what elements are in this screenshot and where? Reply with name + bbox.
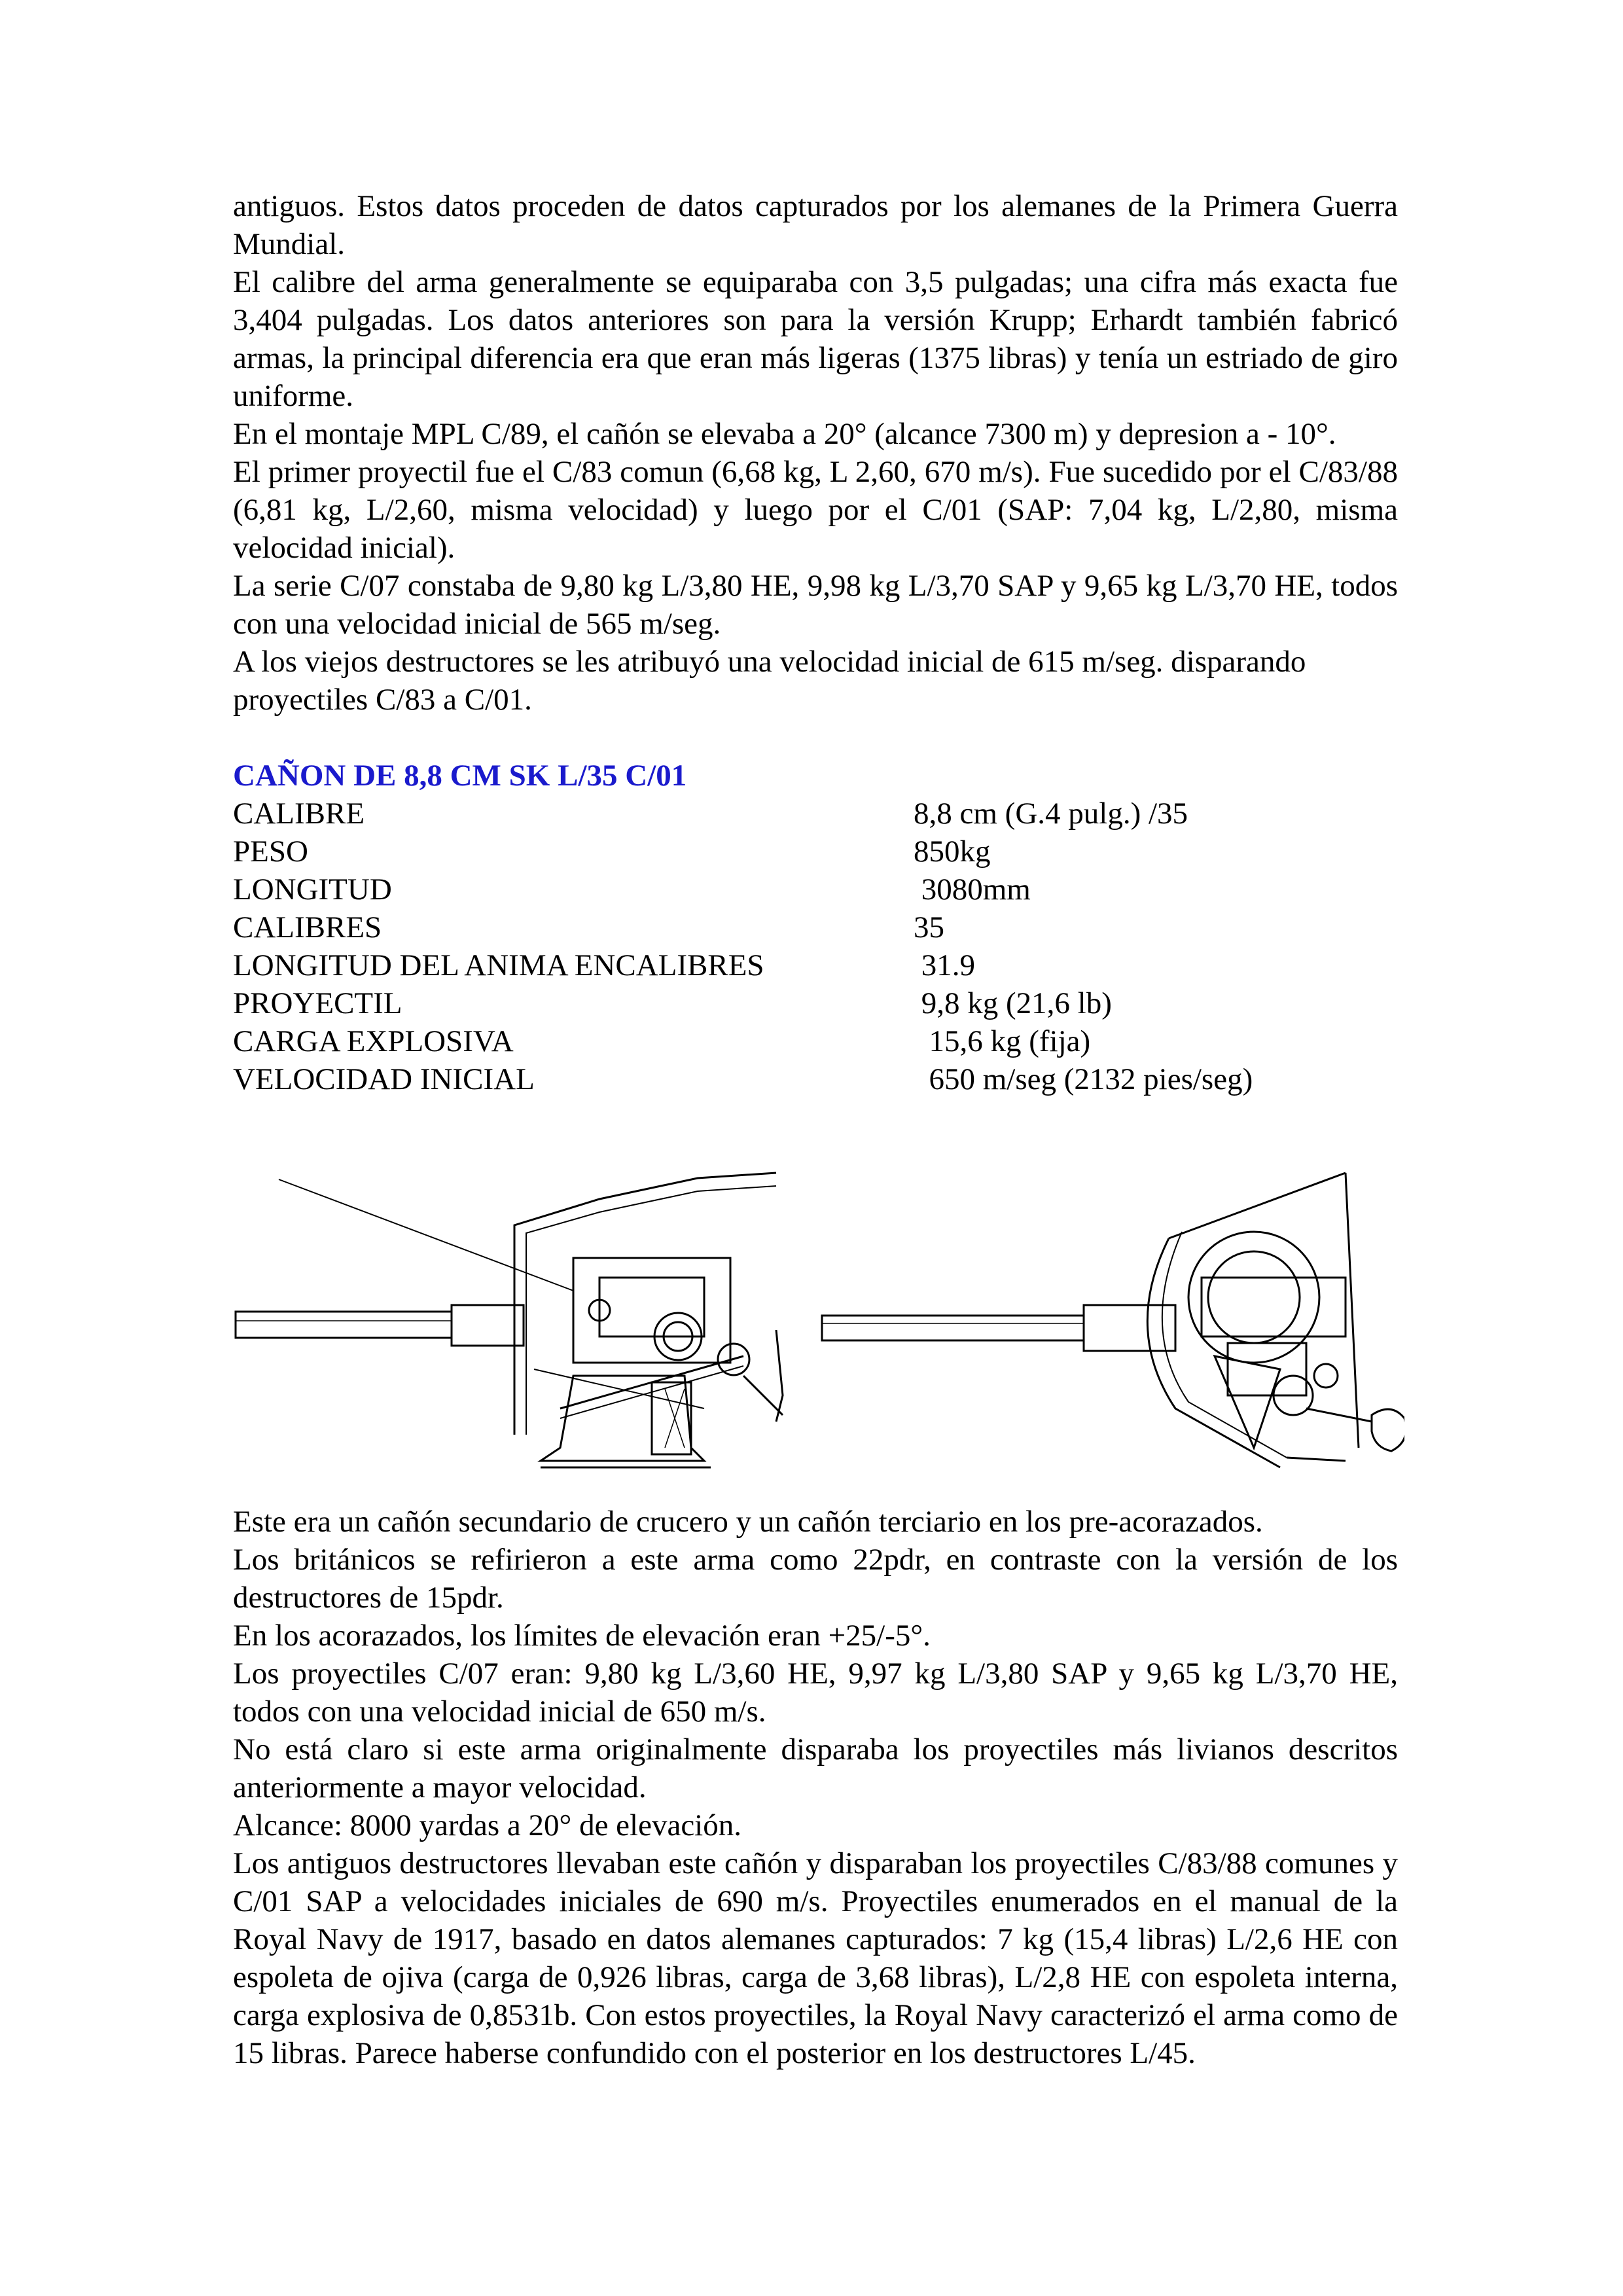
spec-row: [233, 833, 1398, 870]
intro-paragraph-1: antiguos. Estos datos proceden de datos capturados por los alemanes de la Primera Guerra Mundial.: [233, 189, 1398, 261]
intro-paragraph-6: A los viejos destructores se les atribuyó una velocidad inicial de 615 m/seg. disparando proyectiles C/83 a C/01.: [233, 645, 1306, 717]
gun-drawings-figure: [233, 1160, 1404, 1487]
spec-value: 650 m/seg (2132 pies/seg): [914, 1062, 1253, 1096]
spec-value: 15,6 kg (fija): [914, 1024, 1091, 1058]
spec-value: 35: [914, 910, 944, 944]
spec-row: [233, 1022, 1398, 1060]
front-view-gun-drawing: [822, 1173, 1404, 1467]
spec-label: CARGA EXPLOSIVA: [233, 1024, 514, 1058]
body-paragraph-4: Los proyectiles C/07 eran: 9,80 kg L/3,60 HE, 9,97 kg L/3,80 SAP y 9,65 kg L/3,70 HE, todos con una velocidad inicial de 650 m/s.: [233, 1657, 1398, 1729]
spec-value: 9,8 kg (21,6 lb): [914, 986, 1112, 1020]
spec-row: [233, 984, 1398, 1022]
spec-row: [233, 870, 1398, 908]
spec-value: 3080mm: [914, 872, 1031, 906]
spec-label: PESO: [233, 834, 308, 869]
intro-paragraph-3: En el montaje MPL C/89, el cañón se elevaba a 20° (alcance 7300 m) y depresion a - 10°.: [233, 417, 1336, 451]
body-paragraph-7: Los antiguos destructores llevaban este cañón y disparaban los proyectiles C/83/88 comunes y C/01 SAP a velocidades iniciales de 690 m/s. Proyectiles enumerados en el manual de la Royal Navy de 1917, basado en datos alemanes capturados: 7 kg (15,4 libras) L/2,6 HE con espoleta de ojiva (carga de 0,926 libras, carga de 3,68 libras), L/2,8 HE con espoleta interna, carga explosiva de 0,8531b. Con estos proyectiles, la Royal Navy caracterizó el arma como de 15 libras. Parece haberse confundido con el posterior en los destructores L/45.: [233, 1846, 1398, 2070]
spec-row: [233, 946, 1398, 984]
intro-paragraph-5: La serie C/07 constaba de 9,80 kg L/3,80 HE, 9,98 kg L/3,70 SAP y 9,65 kg L/3,70 HE, todos con una velocidad inicial de 565 m/seg.: [233, 569, 1398, 641]
spec-label: CALIBRE: [233, 797, 365, 831]
gun-drawings-svg: [233, 1160, 1404, 1487]
spec-table: [233, 795, 1398, 1098]
side-view-gun-drawing: [236, 1173, 783, 1467]
body-paragraph-1: Este era un cañón secundario de crucero y un cañón terciario en los pre-acorazados.: [233, 1505, 1263, 1539]
spec-value: 31.9: [914, 948, 975, 982]
section-title: CAÑON DE 8,8 CM SK L/35 C/01: [233, 759, 687, 793]
spec-value: 8,8 cm (G.4 pulg.) /35: [914, 797, 1188, 831]
spec-label: CALIBRES: [233, 910, 382, 944]
body-paragraph-6: Alcance: 8000 yardas a 20° de elevación.: [233, 1808, 741, 1842]
body-paragraph-5: No está claro si este arma originalmente disparaba los proyectiles más livianos descritos anteriormente a mayor velocidad.: [233, 1732, 1398, 1804]
lower-text: [233, 1503, 1398, 2072]
intro-paragraph-4: El primer proyectil fue el C/83 comun (6,68 kg, L 2,60, 670 m/s). Fue sucedido por el C/83/88 (6,81 kg, L/2,60, misma velocidad) y luego por el C/01 (SAP: 7,04 kg, L/2,80, misma velocidad inicial).: [233, 455, 1398, 565]
spec-label: LONGITUD: [233, 872, 392, 906]
spec-row: [233, 908, 1398, 946]
spec-row: [233, 1060, 1398, 1098]
spec-row: [233, 795, 1398, 833]
body-paragraph-2: Los británicos se refirieron a este arma como 22pdr, en contraste con la versión de los destructores de 15pdr.: [233, 1543, 1398, 1615]
spec-value: 850kg: [914, 834, 991, 869]
spec-label: PROYECTIL: [233, 986, 402, 1020]
spec-label: VELOCIDAD INICIAL: [233, 1062, 535, 1096]
body-paragraph-3: En los acorazados, los límites de elevación eran +25/-5°.: [233, 1619, 931, 1653]
spec-label: LONGITUD DEL ANIMA ENCALIBRES: [233, 948, 764, 982]
document-page: [233, 187, 1398, 1098]
intro-paragraph-2: El calibre del arma generalmente se equiparaba con 3,5 pulgadas; una cifra más exacta fue 3,404 pulgadas. Los datos anteriores son para la versión Krupp; Erhardt también fabricó armas, la principal diferencia era que eran más ligeras (1375 libras) y tenía un estriado de giro uniforme.: [233, 265, 1398, 413]
